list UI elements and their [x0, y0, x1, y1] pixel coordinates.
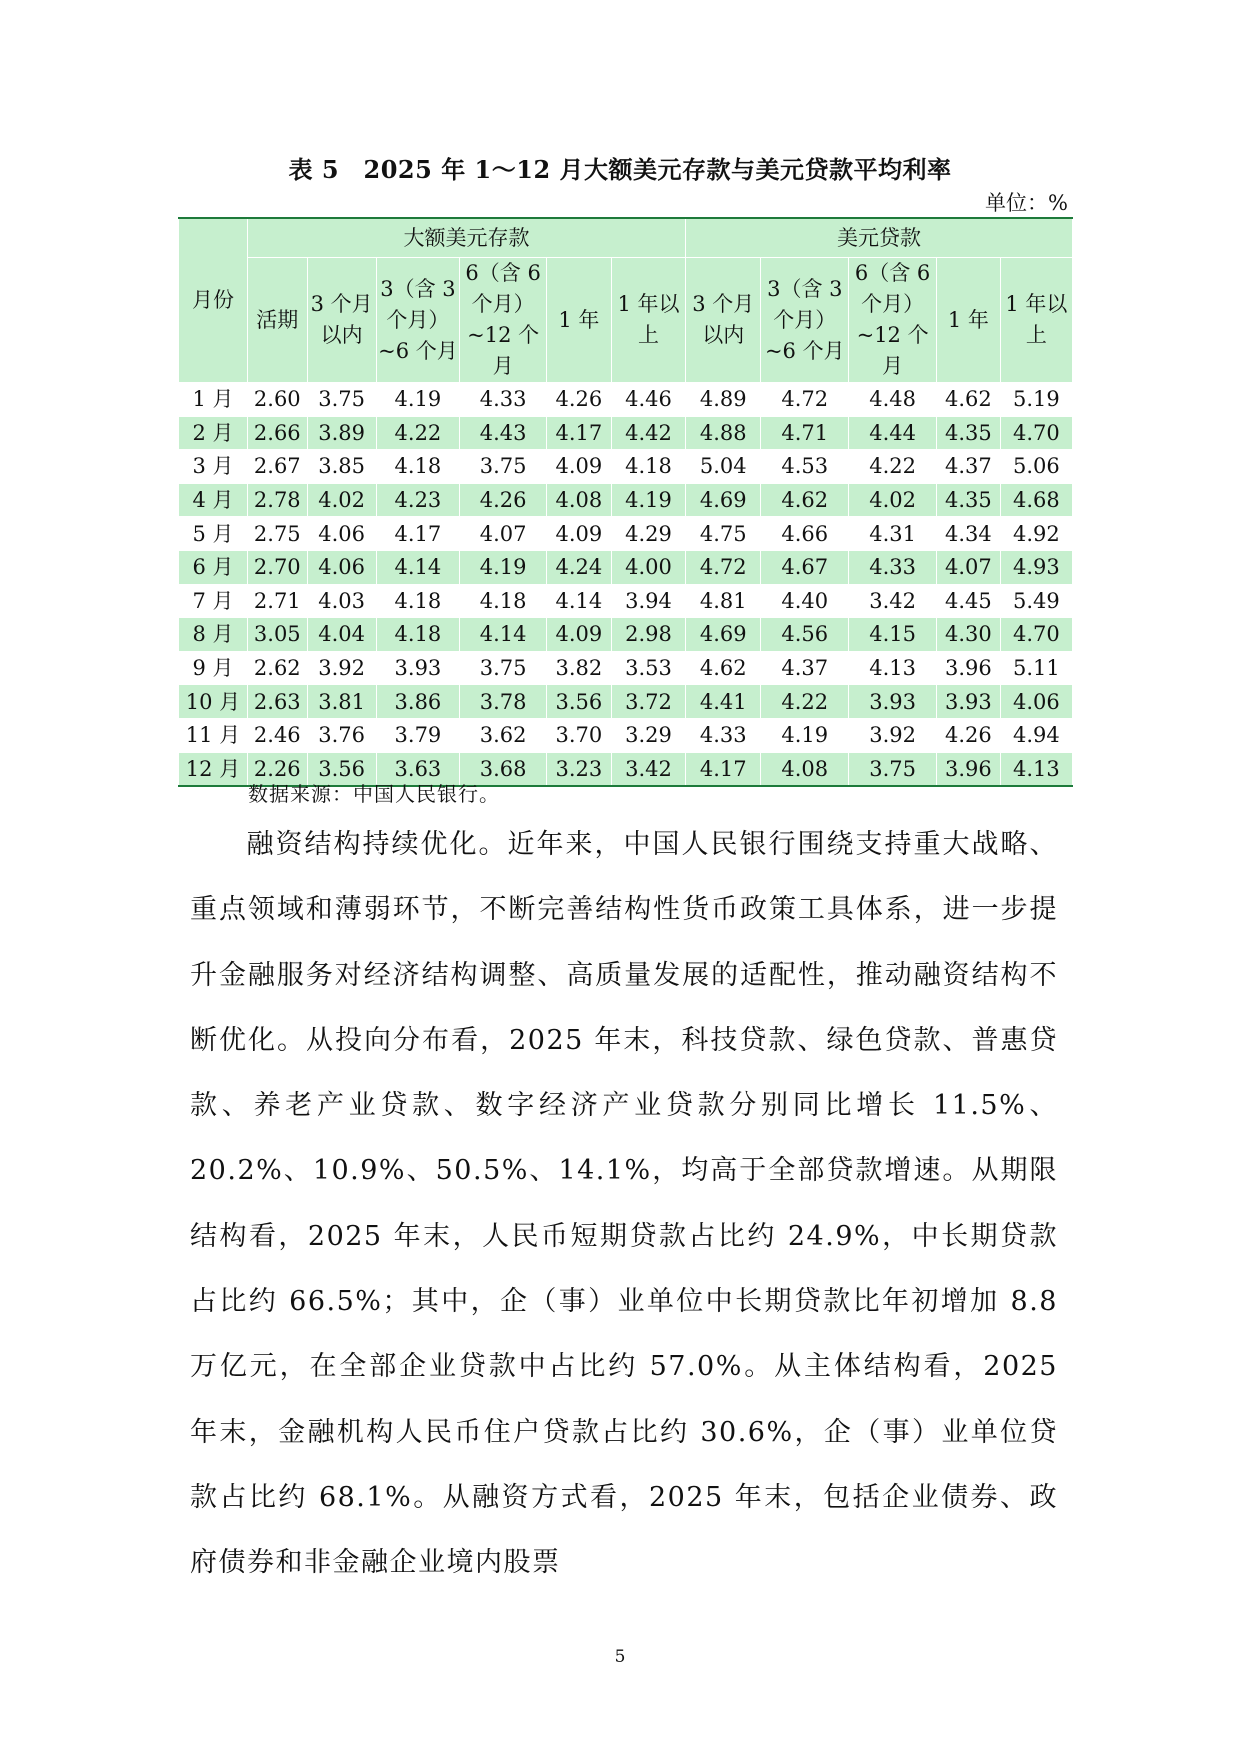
body-paragraph	[190, 812, 1058, 1596]
loan-rate-cell: 3.93	[849, 685, 937, 719]
data-source-note: 数据来源：中国人民银行。	[248, 782, 500, 806]
loan-rate-cell: 4.93	[1000, 550, 1072, 584]
loan-rate-cell: 4.37	[761, 651, 849, 685]
deposit-rate-cell: 4.00	[611, 550, 685, 584]
loan-rate-cell: 4.88	[686, 416, 761, 450]
loan-rate-cell: 4.15	[849, 618, 937, 652]
deposit-rate-cell: 2.78	[248, 483, 308, 517]
table-title: 表 5 2025 年 1～12 月大额美元存款与美元贷款平均利率	[288, 155, 952, 184]
loan-rate-cell: 4.41	[686, 685, 761, 719]
deposit-rate-cell: 3.70	[547, 718, 612, 752]
loan-rate-cell: 4.56	[761, 618, 849, 652]
loan-rate-cell: 4.92	[1000, 517, 1072, 551]
loan-rate-cell: 4.70	[1000, 416, 1072, 450]
loan-rate-cell: 4.70	[1000, 618, 1072, 652]
deposit-rate-cell: 4.46	[611, 383, 685, 417]
deposit-rate-cell: 2.60	[248, 383, 308, 417]
month-cell: 5 月	[179, 517, 248, 551]
month-cell: 11 月	[179, 718, 248, 752]
deposit-rate-cell: 4.14	[547, 584, 612, 618]
deposit-rate-cell: 3.82	[547, 651, 612, 685]
deposit-rate-cell: 4.19	[376, 383, 460, 417]
loan-rate-cell: 4.45	[937, 584, 1001, 618]
loan-rate-cell: 4.07	[937, 550, 1001, 584]
loan-rate-cell: 4.48	[849, 383, 937, 417]
deposit-rate-cell: 4.42	[611, 416, 685, 450]
loan-rate-cell: 4.33	[849, 550, 937, 584]
loan-rate-cell: 4.31	[849, 517, 937, 551]
deposit-rate-cell: 2.75	[248, 517, 308, 551]
deposit-rate-cell: 3.56	[307, 752, 376, 786]
deposit-rate-cell: 3.56	[547, 685, 612, 719]
deposit-rate-cell: 2.67	[248, 450, 308, 484]
deposit-rate-cell: 3.75	[460, 450, 547, 484]
loan-rate-cell: 3.93	[937, 685, 1001, 719]
table-row	[179, 483, 1073, 517]
deposit-rate-cell: 4.17	[376, 517, 460, 551]
deposit-rate-cell: 3.93	[376, 651, 460, 685]
loan-rate-cell: 4.72	[686, 550, 761, 584]
deposit-rate-cell: 3.23	[547, 752, 612, 786]
deposit-rate-cell: 2.70	[248, 550, 308, 584]
loan-rate-cell: 4.22	[849, 450, 937, 484]
month-cell: 6 月	[179, 550, 248, 584]
deposit-rate-cell: 3.86	[376, 685, 460, 719]
loan-rate-cell: 4.30	[937, 618, 1001, 652]
unit-label: 单位：%	[985, 191, 1068, 215]
loan-rate-cell: 3.92	[849, 718, 937, 752]
loan-rate-cell: 5.04	[686, 450, 761, 484]
loan-rate-cell: 4.66	[761, 517, 849, 551]
loan-rate-cell: 4.72	[761, 383, 849, 417]
deposit-rate-cell: 2.66	[248, 416, 308, 450]
loan-rate-cell: 4.35	[937, 483, 1001, 517]
loan-rate-cell: 4.81	[686, 584, 761, 618]
month-cell: 9 月	[179, 651, 248, 685]
loan-rate-cell: 4.40	[761, 584, 849, 618]
table-row	[179, 685, 1073, 719]
deposit-rate-cell: 4.06	[307, 517, 376, 551]
deposit-rate-cell: 3.75	[307, 383, 376, 417]
month-column-header: 月份	[179, 218, 248, 383]
deposit-rate-cell: 4.26	[460, 483, 547, 517]
deposit-column-header: 3（含 3 个月）~6 个月	[376, 258, 460, 383]
deposit-rate-cell: 3.76	[307, 718, 376, 752]
deposit-rate-cell: 4.18	[376, 584, 460, 618]
table-row	[179, 584, 1073, 618]
deposit-rate-cell: 3.29	[611, 718, 685, 752]
deposit-rate-cell: 2.63	[248, 685, 308, 719]
deposit-rate-cell: 3.92	[307, 651, 376, 685]
loan-rate-cell: 4.34	[937, 517, 1001, 551]
loan-rate-cell: 3.42	[849, 584, 937, 618]
loan-rate-cell: 4.62	[761, 483, 849, 517]
loan-rate-cell: 5.11	[1000, 651, 1072, 685]
loan-column-header: 1 年	[937, 258, 1001, 383]
deposit-rate-cell: 3.68	[460, 752, 547, 786]
table-body	[179, 383, 1073, 787]
deposit-column-header: 1 年	[547, 258, 612, 383]
table-row	[179, 618, 1073, 652]
deposit-rate-cell: 3.89	[307, 416, 376, 450]
deposit-rate-cell: 4.23	[376, 483, 460, 517]
deposit-rate-cell: 2.46	[248, 718, 308, 752]
deposit-rate-cell: 2.62	[248, 651, 308, 685]
month-cell: 1 月	[179, 383, 248, 417]
loan-rate-cell: 4.89	[686, 383, 761, 417]
deposit-column-header: 1 年以上	[611, 258, 685, 383]
deposit-rate-cell: 4.33	[460, 383, 547, 417]
loan-rate-cell: 4.06	[1000, 685, 1072, 719]
loan-rate-cell: 4.71	[761, 416, 849, 450]
deposit-rate-cell: 4.08	[547, 483, 612, 517]
deposit-column-header: 活期	[248, 258, 308, 383]
loan-group-header: 美元贷款	[686, 218, 1073, 258]
month-cell: 8 月	[179, 618, 248, 652]
deposit-rate-cell: 3.94	[611, 584, 685, 618]
deposit-rate-cell: 3.75	[460, 651, 547, 685]
page-number: 5	[614, 1647, 626, 1667]
deposit-rate-cell: 4.14	[460, 618, 547, 652]
loan-rate-cell: 4.44	[849, 416, 937, 450]
table-row	[179, 383, 1073, 417]
loan-rate-cell: 5.49	[1000, 584, 1072, 618]
deposit-rate-cell: 2.71	[248, 584, 308, 618]
deposit-group-header: 大额美元存款	[248, 218, 686, 258]
loan-rate-cell: 4.62	[937, 383, 1001, 417]
deposit-rate-cell: 4.18	[376, 450, 460, 484]
deposit-rate-cell: 4.09	[547, 450, 612, 484]
deposit-column-header: 6（含 6 个月）~12 个月	[460, 258, 547, 383]
loan-rate-cell: 4.13	[849, 651, 937, 685]
loan-rate-cell: 5.06	[1000, 450, 1072, 484]
loan-rate-cell: 4.26	[937, 718, 1001, 752]
deposit-rate-cell: 4.22	[376, 416, 460, 450]
month-cell: 10 月	[179, 685, 248, 719]
deposit-rate-cell: 4.18	[611, 450, 685, 484]
deposit-rate-cell: 3.85	[307, 450, 376, 484]
loan-rate-cell: 3.96	[937, 651, 1001, 685]
deposit-rate-cell: 4.03	[307, 584, 376, 618]
month-cell: 12 月	[179, 752, 248, 786]
deposit-rate-cell: 4.19	[460, 550, 547, 584]
deposit-rate-cell: 2.98	[611, 618, 685, 652]
table-row	[179, 651, 1073, 685]
deposit-rate-cell: 3.05	[248, 618, 308, 652]
loan-rate-cell: 4.69	[686, 618, 761, 652]
deposit-rate-cell: 3.79	[376, 718, 460, 752]
deposit-rate-cell: 4.29	[611, 517, 685, 551]
interest-rate-table	[178, 217, 1073, 787]
deposit-rate-cell: 3.63	[376, 752, 460, 786]
deposit-rate-cell: 4.19	[611, 483, 685, 517]
loan-rate-cell: 4.17	[686, 752, 761, 786]
month-cell: 4 月	[179, 483, 248, 517]
deposit-rate-cell: 4.17	[547, 416, 612, 450]
deposit-rate-cell: 3.53	[611, 651, 685, 685]
loan-rate-cell: 3.96	[937, 752, 1001, 786]
loan-rate-cell: 4.62	[686, 651, 761, 685]
deposit-rate-cell: 3.81	[307, 685, 376, 719]
deposit-column-header: 3 个月以内	[307, 258, 376, 383]
loan-rate-cell: 4.67	[761, 550, 849, 584]
loan-rate-cell: 4.69	[686, 483, 761, 517]
month-cell: 7 月	[179, 584, 248, 618]
deposit-rate-cell: 2.26	[248, 752, 308, 786]
loan-rate-cell: 4.22	[761, 685, 849, 719]
loan-rate-cell: 4.33	[686, 718, 761, 752]
loan-rate-cell: 4.02	[849, 483, 937, 517]
deposit-rate-cell: 4.09	[547, 517, 612, 551]
deposit-rate-cell: 4.14	[376, 550, 460, 584]
loan-column-header: 1 年以上	[1000, 258, 1072, 383]
loan-rate-cell: 4.68	[1000, 483, 1072, 517]
loan-rate-cell: 4.13	[1000, 752, 1072, 786]
loan-rate-cell: 3.75	[849, 752, 937, 786]
deposit-rate-cell: 3.72	[611, 685, 685, 719]
table-row	[179, 550, 1073, 584]
loan-column-header: 3 个月以内	[686, 258, 761, 383]
table-row	[179, 718, 1073, 752]
deposit-rate-cell: 4.04	[307, 618, 376, 652]
month-cell: 2 月	[179, 416, 248, 450]
deposit-rate-cell: 4.06	[307, 550, 376, 584]
loan-rate-cell: 4.35	[937, 416, 1001, 450]
deposit-rate-cell: 3.42	[611, 752, 685, 786]
loan-rate-cell: 4.08	[761, 752, 849, 786]
loan-column-header: 6（含 6 个月）~12 个月	[849, 258, 937, 383]
month-cell: 3 月	[179, 450, 248, 484]
deposit-rate-cell: 4.09	[547, 618, 612, 652]
loan-rate-cell: 4.53	[761, 450, 849, 484]
loan-rate-cell: 4.37	[937, 450, 1001, 484]
body-paragraph-text: 融资结构持续优化。近年来，中国人民银行围绕支持重大战略、重点领域和薄弱环节，不断完善结构性货币政策工具体系，进一步提升金融服务对经济结构调整、高质量发展的适配性，推动融资结构不断优化。从投向分布看，2025 年末，科技贷款、绿色贷款、普惠贷款、养老产业贷款、数字经济产业贷款分别同比增长 11.5%、20.2%、10.9%、50.5%、14.1%，均高于全部贷款增速。从期限结构看，2025 年末，人民币短期贷款占比约 24.9%，中长期贷款占比约 66.5%；其中，企（事）业单位中长期贷款比年初增加 8.8 万亿元，在全部企业贷款中占比约 57.0%。从主体结构看，2025 年末，金融机构人民币住户贷款占比约 30.6%，企（事）业单位贷款占比约 68.1%。从融资方式看，2025 年末，包括企业债券、政府债券和非金融企业境内股票	[190, 829, 1058, 1579]
deposit-rate-cell: 4.18	[460, 584, 547, 618]
deposit-rate-cell: 4.02	[307, 483, 376, 517]
deposit-rate-cell: 3.78	[460, 685, 547, 719]
loan-rate-cell: 5.19	[1000, 383, 1072, 417]
deposit-rate-cell: 4.43	[460, 416, 547, 450]
loan-rate-cell: 4.75	[686, 517, 761, 551]
loan-column-header: 3（含 3 个月）~6 个月	[761, 258, 849, 383]
deposit-rate-cell: 4.26	[547, 383, 612, 417]
deposit-rate-cell: 4.07	[460, 517, 547, 551]
table-row	[179, 517, 1073, 551]
deposit-rate-cell: 4.18	[376, 618, 460, 652]
loan-rate-cell: 4.94	[1000, 718, 1072, 752]
table-row	[179, 416, 1073, 450]
loan-rate-cell: 4.19	[761, 718, 849, 752]
deposit-rate-cell: 4.24	[547, 550, 612, 584]
deposit-rate-cell: 3.62	[460, 718, 547, 752]
table-row	[179, 450, 1073, 484]
